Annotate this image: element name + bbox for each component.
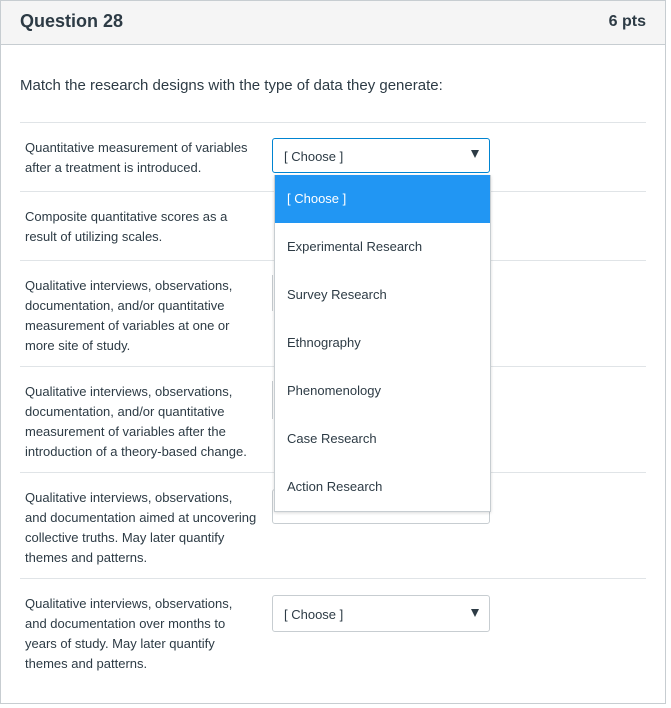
option-label: [ Choose ]: [287, 191, 347, 206]
match-prompt-line: documentation, and/or quantitative: [25, 404, 225, 419]
match-prompt-line: Quantitative measurement of variables: [25, 140, 248, 155]
match-prompt-line: themes and patterns.: [25, 550, 148, 565]
question-title: Question 28: [20, 11, 124, 31]
match-prompt-line: and documentation over months to: [25, 616, 226, 631]
match-prompt-line: documentation, and/or quantitative: [25, 298, 225, 313]
match-prompt-line: Qualitative interviews, observations,: [25, 278, 233, 293]
match-prompt-line: themes and patterns.: [25, 656, 148, 671]
match-prompt-line: collective truths. May later quantify: [25, 530, 225, 545]
caret-down-icon: [471, 609, 479, 617]
match-prompt-line: after a treatment is introduced.: [25, 160, 202, 175]
question-prompt: Match the research designs with the type of data they generate:: [20, 77, 443, 94]
match-prompt-line: Qualitative interviews, observations,: [25, 490, 233, 505]
option-label: Phenomenology: [287, 383, 381, 398]
match-prompt-line: Qualitative interviews, observations,: [25, 596, 233, 611]
match-prompt-line: Qualitative interviews, observations,: [25, 384, 233, 399]
dropdown-option-phenomenology[interactable]: [275, 367, 490, 415]
dropdown-option-experimental-research[interactable]: [275, 223, 490, 271]
dropdown-option-action-research[interactable]: [275, 463, 490, 511]
answer-select-1[interactable]: [272, 138, 490, 173]
match-prompt-line: years of study. May later quantify: [25, 636, 215, 651]
select-value: [ Choose ]: [284, 149, 344, 164]
dropdown-option-ethnography[interactable]: [275, 319, 490, 367]
answer-dropdown-list: [274, 175, 491, 512]
match-prompt-line: result of utilizing scales.: [25, 229, 163, 244]
match-prompt-line: introduction of a theory-based change.: [25, 444, 247, 459]
option-label: Case Research: [287, 431, 377, 446]
match-prompt-6: [25, 594, 270, 674]
dropdown-option-case-research[interactable]: [275, 415, 490, 463]
option-label: Action Research: [287, 479, 383, 494]
match-prompt-4: [25, 382, 270, 462]
caret-down-icon: [471, 150, 479, 158]
dropdown-option-choose[interactable]: [275, 175, 490, 223]
option-label: Ethnography: [287, 335, 361, 350]
option-label: Experimental Research: [287, 239, 423, 254]
select-value: [ Choose ]: [284, 607, 344, 622]
match-prompt-2: [25, 207, 270, 247]
match-prompt-line: more site of study.: [25, 338, 131, 353]
match-prompt-3: [25, 276, 270, 356]
question-points: 6 pts: [608, 13, 646, 30]
match-prompt-5: [25, 488, 270, 568]
match-prompt-line: and documentation aimed at uncovering: [25, 510, 257, 525]
row-divider: [20, 122, 646, 123]
match-prompt-line: measurement of variables after the: [25, 424, 226, 439]
match-prompt-line: measurement of variables at one or: [25, 318, 230, 333]
option-label: Survey Research: [287, 287, 387, 302]
dropdown-option-survey-research[interactable]: [275, 271, 490, 319]
match-prompt-1: [25, 138, 270, 178]
answer-select-6[interactable]: [272, 595, 490, 632]
question-header: [1, 1, 665, 45]
match-prompt-line: Composite quantitative scores as a: [25, 209, 228, 224]
row-divider: [20, 578, 646, 579]
